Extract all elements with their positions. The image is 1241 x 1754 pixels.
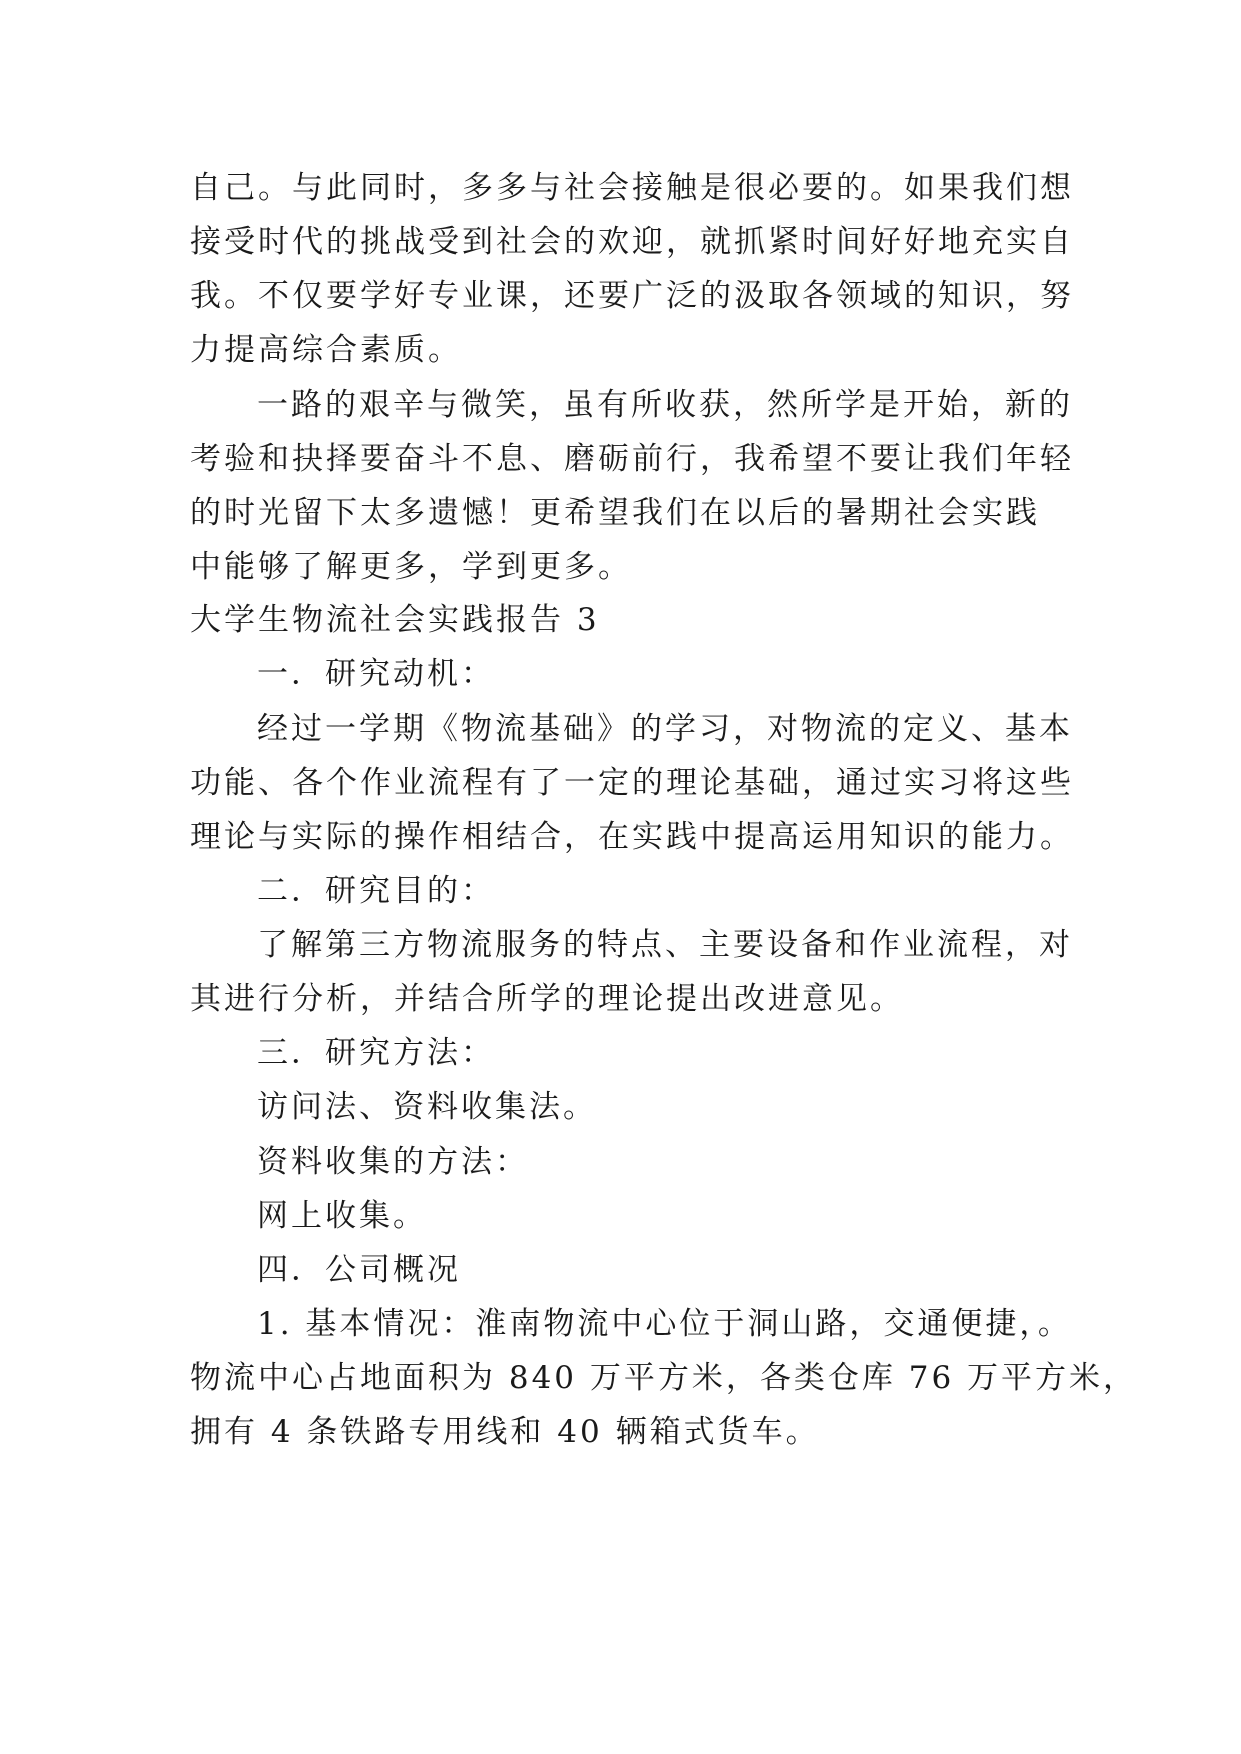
text-line-12: 功能、各个作业流程有了一定的理论基础，通过实习将这些: [190, 765, 1074, 801]
heading-motivation: 一．研究动机：: [257, 656, 495, 692]
text-line-8: 中能够了解更多，学到更多。: [190, 549, 632, 585]
section-title: 大学生物流社会实践报告 3: [190, 602, 600, 638]
text-line-23: 物流中心占地面积为 840 万平方米，各类仓库 76 万平方米，: [190, 1360, 1138, 1396]
text-line-5: 一路的艰辛与微笑，虽有所收获，然所学是开始，新的: [257, 387, 1073, 423]
text-line-11: 经过一学期《物流基础》的学习，对物流的定义、基本: [257, 711, 1073, 747]
text-line-22: 1. 基本情况：淮南物流中心位于洞山路，交通便捷，。: [257, 1306, 1072, 1342]
text-line-24: 拥有 4 条铁路专用线和 40 辆箱式货车。: [190, 1414, 820, 1450]
text-line-20: 网上收集。: [257, 1198, 427, 1234]
heading-company: 四．公司概况: [257, 1252, 461, 1288]
text-line-15: 了解第三方物流服务的特点、主要设备和作业流程，对: [257, 927, 1073, 963]
text-line-19: 资料收集的方法：: [257, 1144, 529, 1180]
text-line-6: 考验和抉择要奋斗不息、磨砺前行，我希望不要让我们年轻: [190, 441, 1074, 477]
text-line-13: 理论与实际的操作相结合，在实践中提高运用知识的能力。: [190, 819, 1074, 855]
text-line-18: 访问法、资料收集法。: [257, 1089, 597, 1125]
heading-purpose: 二．研究目的：: [257, 873, 495, 909]
text-line-16: 其进行分析，并结合所学的理论提出改进意见。: [190, 981, 904, 1017]
text-line-4: 力提高综合素质。: [190, 332, 462, 368]
text-line-2: 接受时代的挑战受到社会的欢迎，就抓紧时间好好地充实自: [190, 224, 1074, 260]
text-line-7: 的时光留下太多遗憾！更希望我们在以后的暑期社会实践: [190, 495, 1040, 531]
heading-method: 三．研究方法：: [257, 1035, 495, 1071]
text-line-3: 我。不仅要学好专业课，还要广泛的汲取各领域的知识，努: [190, 278, 1074, 314]
text-line-1: 自己。与此同时，多多与社会接触是很必要的。如果我们想: [190, 170, 1074, 206]
